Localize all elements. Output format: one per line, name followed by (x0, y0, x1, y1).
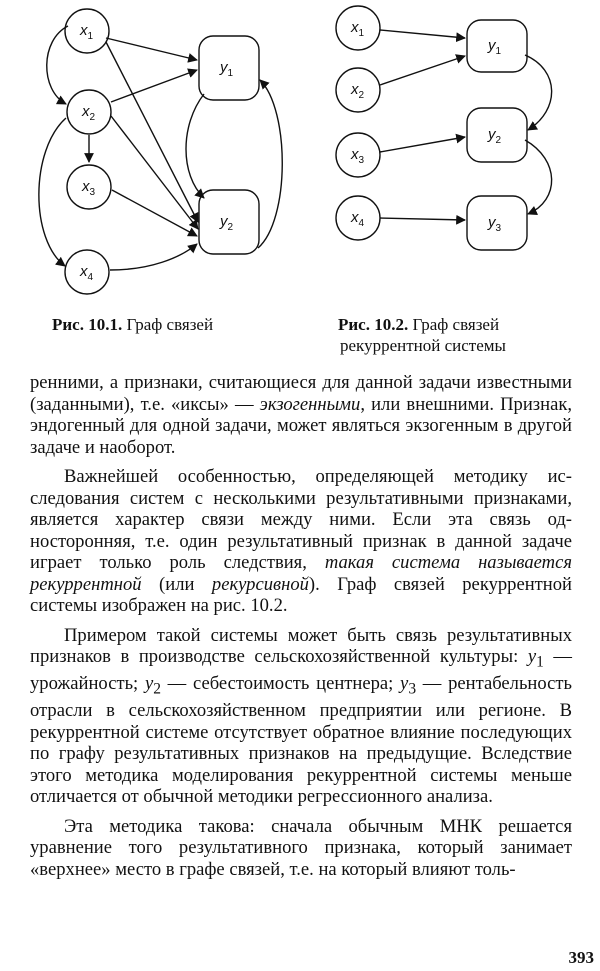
body-text (30, 372, 572, 880)
edge-y2-y1-outer (258, 80, 282, 248)
edge2-y2-y3 (525, 140, 552, 214)
edge-x4-y2 (110, 244, 197, 270)
figure-10-1-caption (52, 314, 213, 335)
caption-2-label: Рис. 10.2. (338, 315, 409, 334)
edge2-x3-y2 (380, 137, 465, 152)
label2-y2: $y_2$ (488, 126, 502, 146)
label2-x3: $x_3$ (351, 146, 365, 166)
caption-2-line1 (338, 314, 506, 335)
label-x1: $x_1$ (80, 22, 94, 42)
edge-x2-x4-curve (39, 118, 66, 266)
caption-2-line2: рекуррентной системы (340, 336, 506, 355)
caption-1-text: Граф связей (122, 315, 214, 334)
label-y2: $y_2$ (220, 213, 234, 233)
caption-1-label: Рис. 10.1. (52, 315, 123, 334)
figure-10-2-graph (336, 6, 552, 250)
edge2-x1-y1 (380, 30, 465, 38)
edge-x2-y1 (111, 70, 197, 102)
paragraph-1: ренними, а признаки, считающиеся для данной задачи известными (заданными), т.е. «иксы» — экзогенными, или внешними. Признак, эндогенный для одной задачи, может являться экзогенным в другой задаче и наоборот. (30, 372, 573, 458)
caption-2-text: Граф связей (408, 315, 500, 334)
figure-10-1-graph (39, 9, 282, 294)
label-x4: $x_4$ (80, 263, 94, 283)
page-number: 393 (568, 948, 594, 967)
edge-x2-y2 (111, 116, 198, 229)
label2-y3: $y_3$ (488, 214, 502, 234)
label2-x4: $x_4$ (351, 209, 365, 229)
edge-x1-x2-curve (47, 26, 68, 104)
label2-x2: $x_2$ (351, 81, 365, 101)
label-x2: $x_2$ (82, 103, 96, 123)
edge2-y1-y2 (525, 55, 552, 130)
label-x3: $x_3$ (82, 178, 96, 198)
edge-x3-y2 (112, 190, 197, 236)
paragraph-4: Эта методика такова: сначала обычным МНК решается уравнение того результативного признака, который занимает «верхнее» место в графе связей, т.е. на который влияют толь- (30, 815, 572, 880)
paragraph-2: Важнейшей особенностью, определяющей методику исследования систем с несколькими результативными признаками, является характер связи между ними. Если эта связь односторонняя, т.е. один результативный признак в данной задаче играет только роль следствия, такая система называется рекуррентной (или рекурсивной). Граф связей рекуррентной системы изображен на рис. 10.2. (30, 466, 573, 616)
label2-y1: $y_1$ (488, 37, 502, 57)
paragraph-3: Примером такой системы может быть связь результативных признаков в производстве сельскохозяйственной культуры: $y_1$ — урожайность; $y_2$ — себестоимость центнера; $y_3$ — рентабельность отрасли в сельскохозяйственном предприятии или регионе. В рекуррентной системе отсутствует обратное влияние последующих по графу результативных признаков на предыдущие. Вследствие этого методика моделирования рекуррентной системы меньше отличается от обычной методики регрессионного анализа. (30, 624, 573, 808)
edge2-x4-y3 (380, 218, 465, 220)
figure-10-2-caption (338, 314, 506, 356)
edge2-x2-y1 (380, 56, 465, 85)
label2-x1: $x_1$ (351, 19, 365, 39)
figure-10-1-labels (79, 22, 234, 283)
edge-y1-y2-inner (186, 94, 204, 198)
edge-x1-y1 (106, 38, 197, 60)
label-y1: $y_1$ (220, 59, 234, 79)
